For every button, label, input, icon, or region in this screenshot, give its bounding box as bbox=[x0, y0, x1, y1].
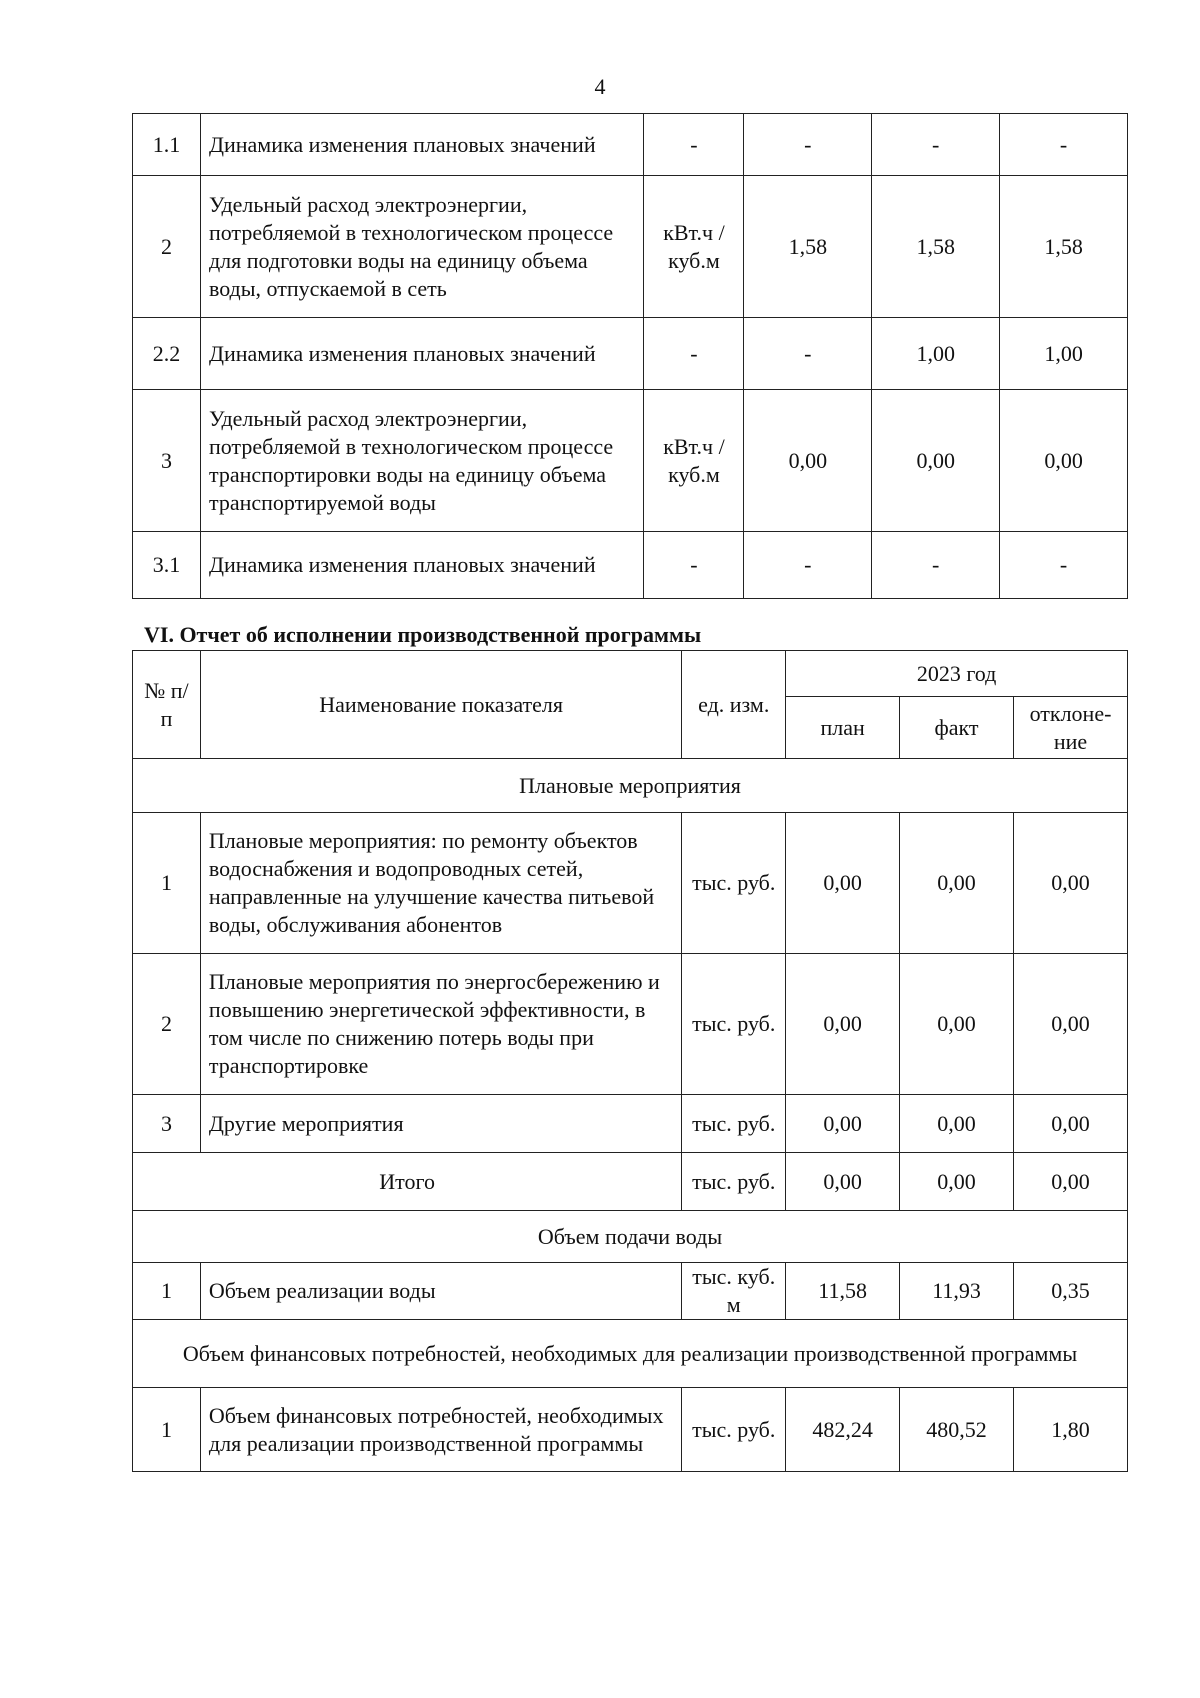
indicator-name: Удельный расход электроэнергии, потребляемой в технологическом процессе транспортировки воды на единицу объема транспортируемой воды bbox=[200, 390, 644, 532]
deviation-cell: 0,00 bbox=[1013, 813, 1127, 954]
table-row bbox=[133, 532, 1128, 599]
header-deviation: отклоне-ние bbox=[1013, 697, 1127, 759]
unit-cell: тыс. руб. bbox=[682, 1388, 786, 1472]
row-number: 1 bbox=[133, 1388, 201, 1472]
section-water: Объем подачи воды bbox=[133, 1211, 1128, 1263]
unit-cell: тыс. руб. bbox=[682, 813, 786, 954]
header-number: № п/п bbox=[133, 651, 201, 759]
unit-cell: тыс. руб. bbox=[682, 1095, 786, 1153]
row-number: 1 bbox=[133, 813, 201, 954]
value-cell: - bbox=[872, 114, 1000, 176]
deviation-cell: 0,00 bbox=[1013, 1153, 1127, 1211]
page-number: 4 bbox=[594, 74, 606, 99]
header-unit: ед. изм. bbox=[682, 651, 786, 759]
fact-cell: 11,93 bbox=[900, 1263, 1014, 1320]
value-cell: 0,00 bbox=[872, 390, 1000, 532]
value-cell: - bbox=[744, 532, 872, 599]
table-row bbox=[133, 1095, 1128, 1153]
table-row bbox=[133, 176, 1128, 318]
header-fact: факт bbox=[900, 697, 1014, 759]
value-cell: - bbox=[872, 532, 1000, 599]
section-row bbox=[133, 759, 1128, 813]
indicator-name: Динамика изменения плановых значений bbox=[200, 318, 644, 390]
deviation-cell: 0,00 bbox=[1013, 1095, 1127, 1153]
section-finance: Объем финансовых потребностей, необходимых для реализации производственной программы bbox=[133, 1320, 1128, 1388]
table-row bbox=[133, 813, 1128, 954]
row-number: 3.1 bbox=[133, 532, 201, 599]
section-row bbox=[133, 1320, 1128, 1388]
value-cell: 0,00 bbox=[744, 390, 872, 532]
indicator-name: Другие мероприятия bbox=[200, 1095, 681, 1153]
plan-cell: 0,00 bbox=[786, 813, 900, 954]
value-cell: 1,00 bbox=[1000, 318, 1128, 390]
total-label: Итого bbox=[133, 1153, 682, 1211]
program-report-table bbox=[132, 650, 1128, 1472]
fact-cell: 0,00 bbox=[900, 954, 1014, 1095]
header-row bbox=[133, 651, 1128, 697]
value-cell: 1,58 bbox=[744, 176, 872, 318]
fact-cell: 0,00 bbox=[900, 813, 1014, 954]
header-year: 2023 год bbox=[786, 651, 1128, 697]
row-number: 2.2 bbox=[133, 318, 201, 390]
value-cell: - bbox=[744, 318, 872, 390]
indicator-name: Динамика изменения плановых значений bbox=[200, 114, 644, 176]
value-cell: 1,58 bbox=[872, 176, 1000, 318]
fact-cell: 480,52 bbox=[900, 1388, 1014, 1472]
indicator-name: Плановые мероприятия по энергосбережению и повышению энергетической эффективности, в том числе по снижению потерь воды при транспортировке bbox=[200, 954, 681, 1095]
table-row bbox=[133, 114, 1128, 176]
deviation-cell: 1,80 bbox=[1013, 1388, 1127, 1472]
table-row bbox=[133, 390, 1128, 532]
plan-cell: 482,24 bbox=[786, 1388, 900, 1472]
table-row bbox=[133, 954, 1128, 1095]
plan-cell: 0,00 bbox=[786, 954, 900, 1095]
value-cell: - bbox=[644, 318, 744, 390]
indicator-name: Объем реализации воды bbox=[200, 1263, 681, 1320]
indicator-name: Плановые мероприятия: по ремонту объектов водоснабжения и водопроводных сетей, направленные на улучшение качества питьевой воды, обслуживания абонентов bbox=[200, 813, 681, 954]
table-row bbox=[133, 1388, 1128, 1472]
unit-cell: тыс. руб. bbox=[682, 954, 786, 1095]
deviation-cell: 0,00 bbox=[1013, 954, 1127, 1095]
value-cell: 0,00 bbox=[1000, 390, 1128, 532]
section-title: VI. Отчет об исполнении производственной программы bbox=[144, 622, 702, 647]
unit-cell: тыс. куб. м bbox=[682, 1263, 786, 1320]
plan-cell: 0,00 bbox=[786, 1095, 900, 1153]
value-cell: - bbox=[744, 114, 872, 176]
header-name: Наименование показателя bbox=[200, 651, 681, 759]
unit-cell: тыс. руб. bbox=[682, 1153, 786, 1211]
header-plan: план bbox=[786, 697, 900, 759]
indicator-name: Объем финансовых потребностей, необходимых для реализации производственной программы bbox=[200, 1388, 681, 1472]
unit-cell: кВт.ч / куб.м bbox=[644, 176, 744, 318]
total-row bbox=[133, 1153, 1128, 1211]
section-row bbox=[133, 1211, 1128, 1263]
value-cell: - bbox=[644, 532, 744, 599]
indicator-name: Динамика изменения плановых значений bbox=[200, 532, 644, 599]
unit-cell: кВт.ч / куб.м bbox=[644, 390, 744, 532]
value-cell: - bbox=[1000, 532, 1128, 599]
fact-cell: 0,00 bbox=[900, 1095, 1014, 1153]
table-row bbox=[133, 1263, 1128, 1320]
value-cell: - bbox=[1000, 114, 1128, 176]
fact-cell: 0,00 bbox=[900, 1153, 1014, 1211]
indicators-table bbox=[132, 113, 1128, 599]
row-number: 3 bbox=[133, 390, 201, 532]
row-number: 1 bbox=[133, 1263, 201, 1320]
deviation-cell: 0,35 bbox=[1013, 1263, 1127, 1320]
section-planned: Плановые мероприятия bbox=[133, 759, 1128, 813]
indicator-name: Удельный расход электроэнергии, потребляемой в технологическом процессе для подготовки воды на единицу объема воды, отпускаемой в сеть bbox=[200, 176, 644, 318]
table-row bbox=[133, 318, 1128, 390]
row-number: 2 bbox=[133, 954, 201, 1095]
plan-cell: 0,00 bbox=[786, 1153, 900, 1211]
value-cell: 1,58 bbox=[1000, 176, 1128, 318]
value-cell: 1,00 bbox=[872, 318, 1000, 390]
plan-cell: 11,58 bbox=[786, 1263, 900, 1320]
row-number: 3 bbox=[133, 1095, 201, 1153]
row-number: 1.1 bbox=[133, 114, 201, 176]
row-number: 2 bbox=[133, 176, 201, 318]
value-cell: - bbox=[644, 114, 744, 176]
